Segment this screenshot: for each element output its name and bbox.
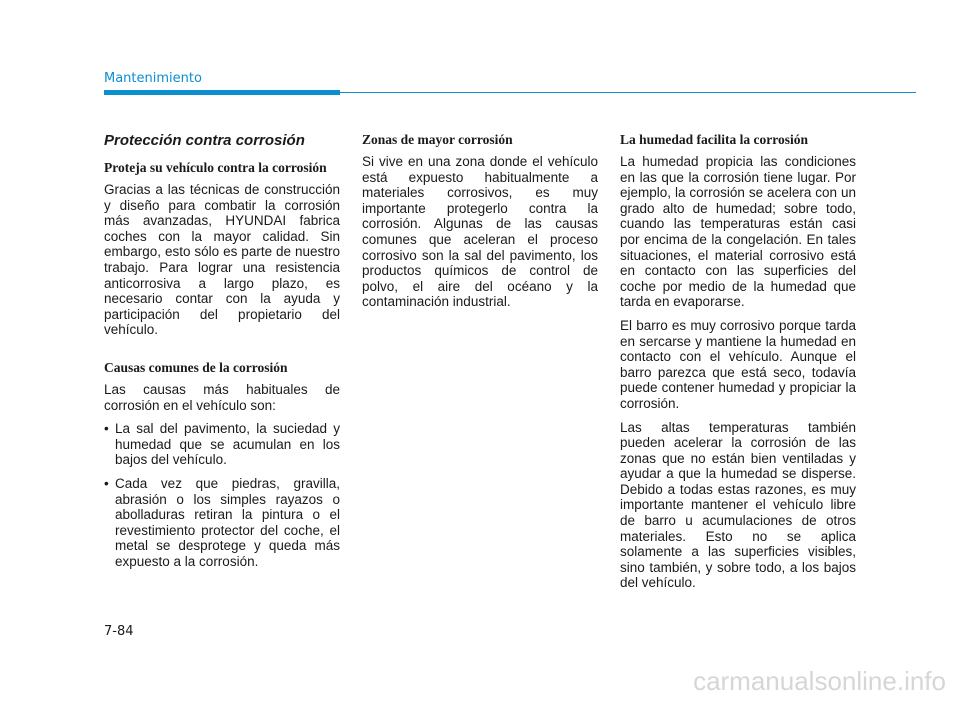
column-3 [620, 132, 856, 599]
paragraph-mud: El barro es muy corrosivo porque tarda en sercarse y mantiene la humedad en contacto con el vehículo. Aunque el barro parezca que está seco, todavía puede contener humedad y propiciar la corrosión. [620, 317, 856, 411]
header-rule-accent [104, 90, 340, 95]
heading-protect-vehicle: Proteja su vehículo contra la corrosión [104, 160, 327, 175]
list-item-text: Cada vez que piedras, gravilla, abrasión o los simples rayazos o abolladuras retiran la pintura o el revestimiento protector del coche, el metal se desprotege y queda más expuesto a la corrosión. [115, 475, 340, 569]
paragraph-temperatures: Las altas temperaturas también pueden acelerar la corrosión de las zonas que no están bien ventiladas y ayudar a que la humedad se disperse. Debido a todas estas razones, es muy importante mantener el vehículo libre de barro u acumulaciones de otros materiales. Esto no se aplica solamente a las superficies visibles, sino también, y sobre todo, a los bajos del vehículo. [620, 419, 856, 591]
header-rule [340, 92, 916, 93]
section-title: Mantenimiento [104, 71, 202, 86]
paragraph-humidity: La humedad propicia las condiciones en las que la corrosión tiene lugar. Por ejemplo, la corrosión se acelera con un grado alto de humedad; sobre todo, cuando las temperaturas están casi por encima de la congelación. En tales situaciones, el material corrosivo está en contacto con las superficies del coche por medio de la humedad que tarda en evaporarse. [620, 154, 856, 310]
heading-common-causes: Causas comunes de la corrosión [104, 359, 288, 375]
page-number: 7-84 [104, 624, 134, 639]
bullet-icon: • [104, 475, 109, 491]
column-1 [104, 132, 340, 577]
list-item [104, 476, 340, 570]
list-item-text: La sal del pavimento, la suciedad y humedad que se acumulan en los bajos del vehículo. [115, 421, 340, 468]
watermark: carmanualsonline.info [693, 666, 946, 696]
heading-humidity: La humedad facilita la corrosión [620, 132, 809, 147]
heading-high-corrosion-zones: Zonas de mayor corrosión [362, 132, 513, 147]
bullet-icon: • [104, 421, 109, 437]
column-2 [362, 132, 598, 318]
paragraph-protect-vehicle: Gracias a las técnicas de construcción y diseño para combatir la corrosión más avanzadas, HYUNDAI fabrica coches con la mayor calidad. Sin embargo, esto sólo es parte de nuestro trabajo. Para lograr una resistencia anticorrosiva a largo plazo, es necesario contar con la ayuda y participación del propietario del vehículo. [104, 182, 340, 338]
paragraph-high-corrosion-zones: Si vive en una zona donde el vehículo está expuesto habitualmente a materiales corrosivos, es muy importante protegerlo contra la corrosión. Algunas de las causas comunes que aceleran el proceso corrosivo son la sal del pavimento, los productos químicos de control de polvo, el aire del océano y la contaminación industrial. [362, 154, 598, 310]
causes-list [104, 421, 340, 569]
list-item [104, 421, 340, 468]
paragraph-common-causes: Las causas más habituales de corrosión en el vehículo son: [104, 381, 340, 413]
page-title: Protección contra corrosión [104, 132, 305, 149]
